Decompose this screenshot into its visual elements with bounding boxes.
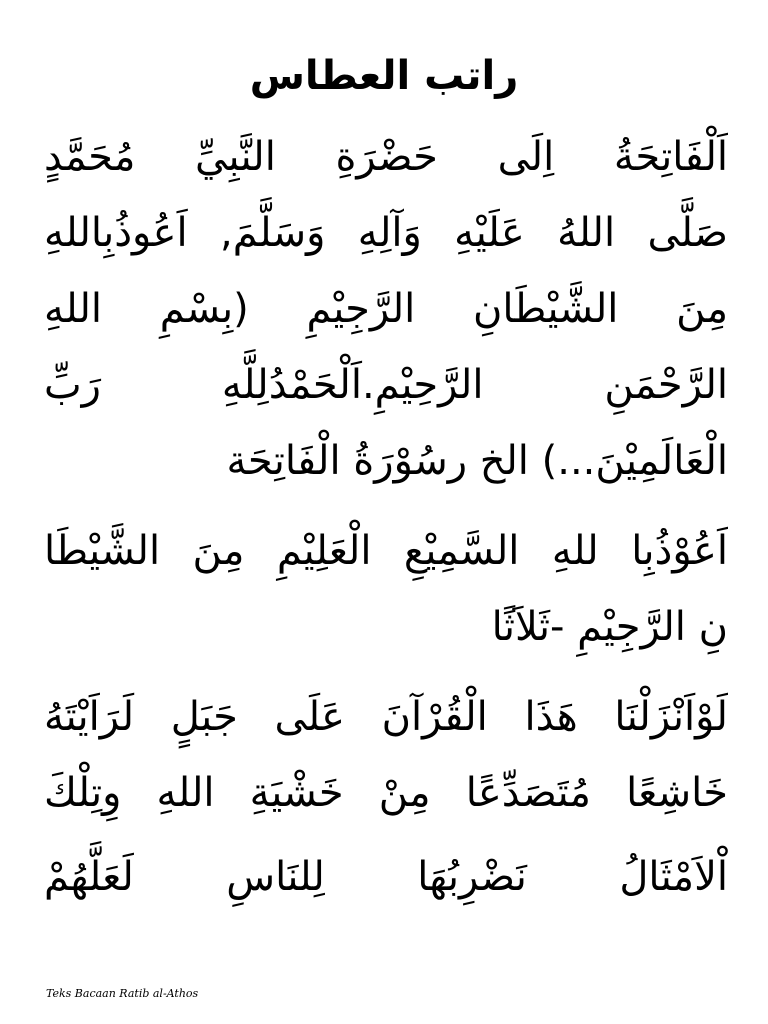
- text-line: صَلَّى اللهُ عَلَيْهِ وَآلِهِ وَسَلَّمَ, اَعُوذُبِاللهِ: [44, 210, 728, 256]
- text-line: الْعَالَمِيْنَ...) الخ رسُوْرَةُ الْفَاتِحَة: [226, 438, 728, 484]
- text-line: لَوْاَنْزَلْنَا هَذَا الْقُرْآنَ عَلَى جَبَلٍ لَرَاَيْتَهُ: [44, 694, 728, 740]
- text-line: اَعُوْذُبِا للهِ السَّمِيْعِ الْعَلِيْمِ مِنَ الشَّيْطَا: [44, 528, 728, 574]
- footer-caption: Teks Bacaan Ratib al-Athos: [46, 987, 199, 1000]
- document-body: [44, 0, 728, 1024]
- text-line: الرَّحْمَنِ الرَّحِيْمِ.اَلْحَمْدُلِلَّهِ رَبِّ: [44, 362, 728, 408]
- text-line: خَاشِعًا مُتَصَدِّعًا مِنْ خَشْيَةِ اللهِ وِتِلْكَ: [44, 770, 728, 816]
- text-line: اْلاَمْثَالُ نَضْرِبُهَا لِلنَاسِ لَعَلَّهُمْ: [44, 854, 728, 900]
- page-title: راتب العطاس: [249, 53, 519, 99]
- text-line: مِنَ الشَّيْطَانِ الرَّجِيْمِ (بِسْمِ اللهِ: [44, 286, 728, 332]
- text-line: اَلْفَاتِحَةُ اِلَى حَضْرَةِ النَّبِيِّ مُحَمَّدٍ: [44, 134, 728, 180]
- text-line: نِ الرَّجِيْمِ -ثَلاَثًا: [491, 604, 728, 650]
